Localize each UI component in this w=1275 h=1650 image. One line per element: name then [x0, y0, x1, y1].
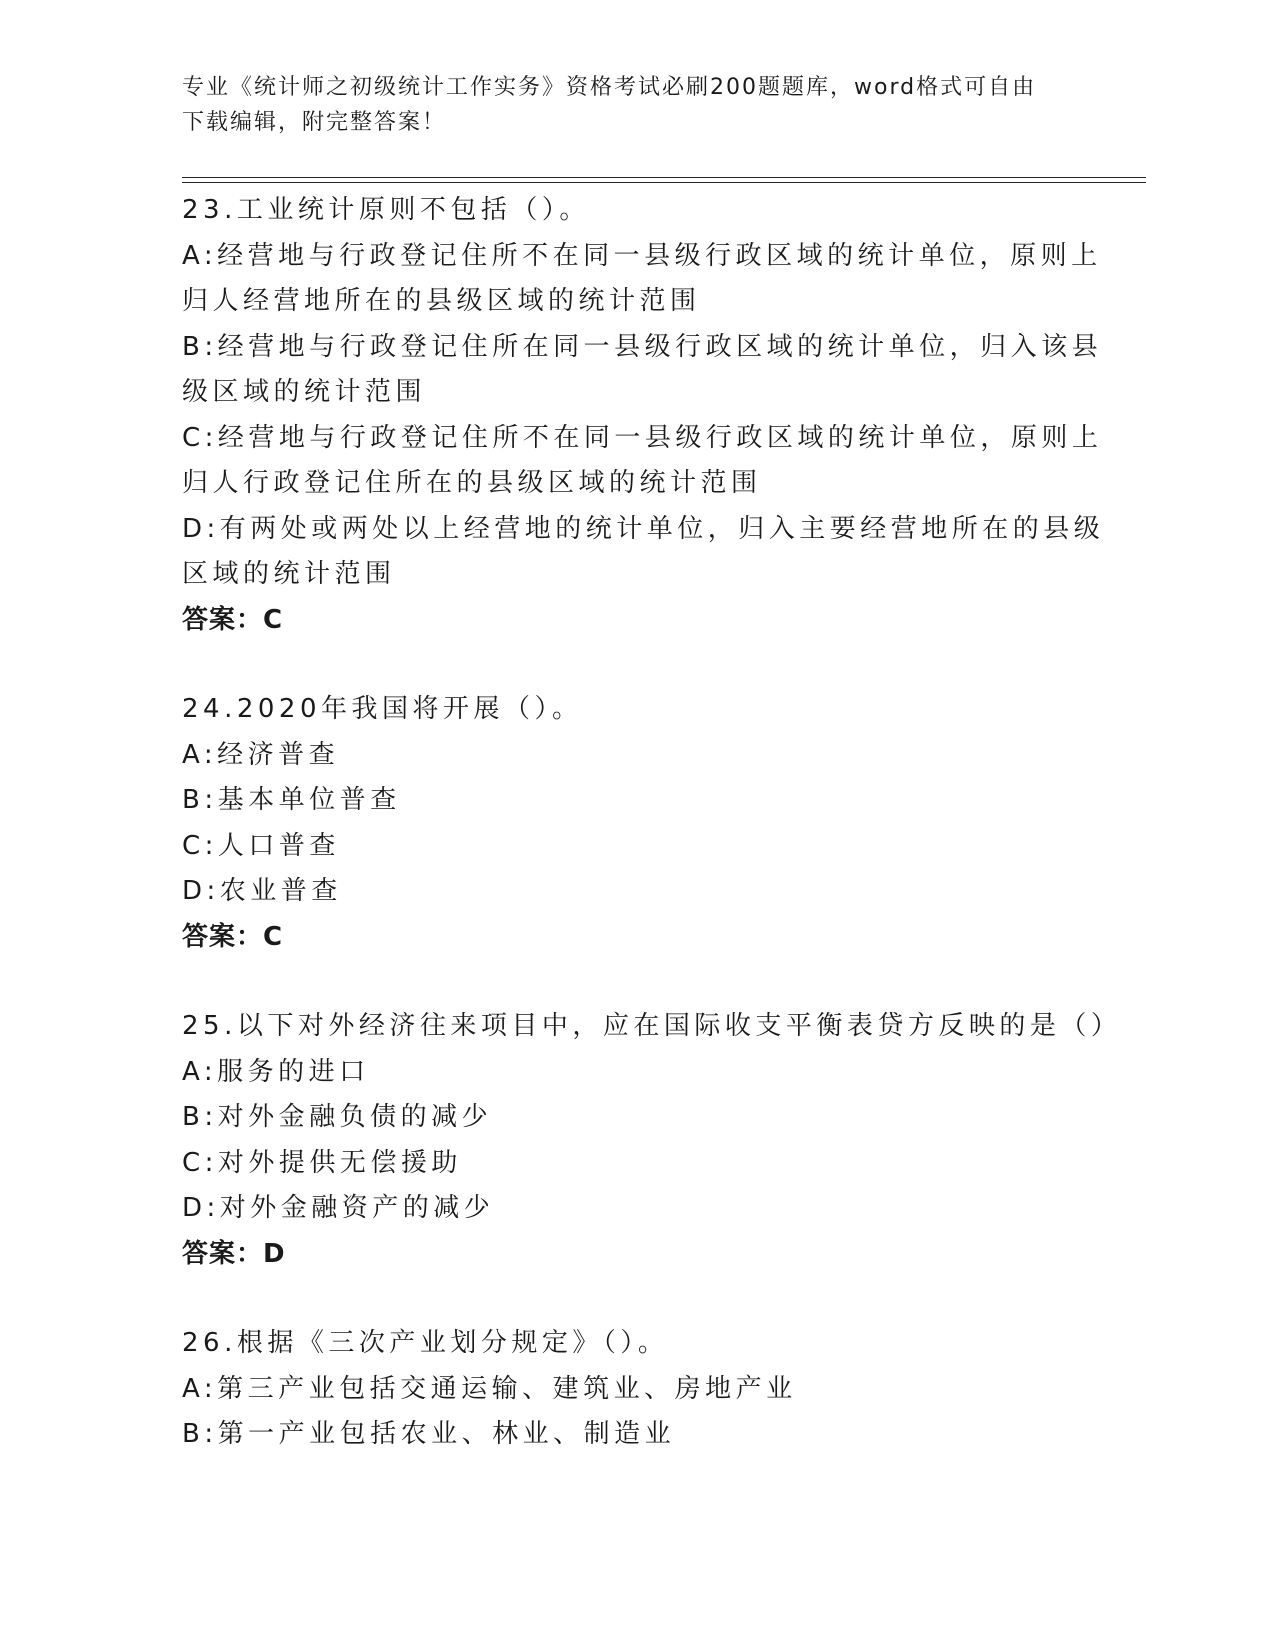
option-line: C:人口普查 [182, 830, 340, 861]
option-line: D:对外金融资产的减少 [182, 1193, 495, 1223]
option-line: 区域的统计范围 [182, 559, 396, 589]
option-line: B:对外金融负债的减少 [182, 1102, 493, 1132]
question-25 [182, 1004, 1122, 1277]
option-line: B:第一产业包括农业、林业、制造业 [182, 1419, 676, 1449]
option-line: C:经营地与行政登记住所不在同一县级行政区域的统计单位，原则上 [182, 422, 1103, 453]
option-line: B:基本单位普查 [182, 785, 401, 815]
question-24 [182, 687, 1082, 960]
option-line: D:有两处或两处以上经营地的统计单位，归入主要经营地所在的县级 [182, 513, 1105, 544]
answer-label: 答案：D [182, 1238, 286, 1269]
answer-label: 答案：C [182, 604, 284, 635]
option-line: 归人经营地所在的县级区域的统计范围 [182, 286, 701, 316]
question-list [182, 188, 1122, 1458]
option-line: A:第三产业包括交通运输、建筑业、房地产业 [182, 1373, 797, 1404]
question-23 [182, 188, 1105, 643]
question-stem: 25.以下对外经济往来项目中，应在国际收支平衡表贷方反映的是（） [182, 1011, 1122, 1041]
document-header [182, 70, 1062, 140]
option-line: D:农业普查 [182, 876, 342, 906]
option-line: A:服务的进口 [182, 1056, 370, 1087]
question-26 [182, 1321, 1082, 1458]
option-line: A:经济普查 [182, 739, 340, 770]
option-line: 级区域的统计范围 [182, 377, 427, 407]
option-line: C:对外提供无偿援助 [182, 1147, 462, 1178]
header-divider-bottom [182, 182, 1146, 183]
option-line: 归人行政登记住所在的县级区域的统计范围 [182, 468, 762, 498]
header-line-2: 下载编辑，附完整答案！ [182, 110, 447, 135]
question-stem: 23.工业统计原则不包括（）。 [182, 195, 590, 225]
option-line: B:经营地与行政登记住所在同一县级行政区域的统计单位，归入该县 [182, 331, 1103, 362]
header-divider-top [182, 177, 1146, 178]
question-stem: 24.2020年我国将开展（）。 [182, 694, 583, 724]
question-stem: 26.根据《三次产业划分规定》（）。 [182, 1328, 669, 1358]
option-line: A:经营地与行政登记住所不在同一县级行政区域的统计单位，原则上 [182, 240, 1102, 271]
header-line-1: 专业《统计师之初级统计工作实务》资格考试必刷200题题库，word格式可自由 [182, 75, 1037, 100]
answer-label: 答案：C [182, 921, 284, 952]
